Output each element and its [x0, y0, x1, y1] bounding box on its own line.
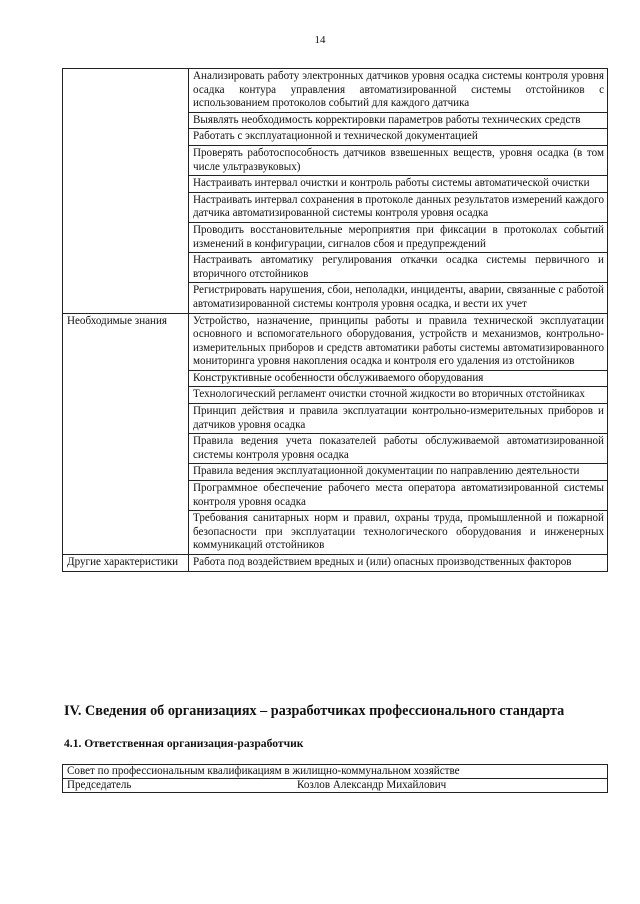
skill-text: Проверять работоспособность датчиков взвешенных веществ, уровня осадка (в том числе ультразвуковых) [189, 145, 608, 175]
skill-text: Настраивать автоматику регулирования откачки осадка системы первичного и вторичного отстойников [189, 253, 608, 283]
skill-label [63, 69, 189, 314]
knowledge-text: Правила ведения учета показателей работы обслуживаемой автоматизированной системы контроля уровня осадка [189, 434, 608, 464]
skill-text: Проводить восстановительные мероприятия при фиксации в протоколах событий изменений в конфигурации, сигналов сбоя и предупреждений [189, 222, 608, 252]
section-heading: IV. Сведения об организациях – разработчиках профессионального стандарта [64, 703, 565, 719]
knowledge-row [63, 313, 608, 370]
organization-name: Совет по профессиональным квалификациям в жилищно-коммунальном хозяйстве [63, 765, 608, 779]
head-role: Председатель [67, 779, 132, 791]
subsection-heading: 4.1. Ответственная организация-разработчик [64, 737, 304, 750]
knowledge-text: Правила ведения эксплуатационной документации по направлению деятельности [189, 464, 608, 481]
competency-table [62, 68, 608, 572]
skill-text: Настраивать интервал очистки и контроль работы системы автоматической очистки [189, 176, 608, 193]
knowledge-text: Требования санитарных норм и правил, охраны труда, промышленной и пожарной безопасности при эксплуатации технологического оборудования и инженерных коммуникаций отстойников [189, 511, 608, 555]
knowledge-text: Принцип действия и правила эксплуатации контрольно-измерительных приборов и датчиков уровня осадка [189, 404, 608, 434]
skill-text: Настраивать интервал сохранения в протоколе данных результатов измерений каждого датчика автоматизированной системы контроля уровня осадка [189, 192, 608, 222]
knowledge-text: Устройство, назначение, принципы работы и правила технической эксплуатации основного и вспомогательного оборудования, устройств и механизмов, контрольно-измерительных приборов и средств автоматики работы системы автоматизированного мониторинга уровня накопления осадка и контроля его удаления из отстойников [189, 313, 608, 370]
knowledge-text: Технологический регламент очистки сточной жидкости во вторичных отстойниках [189, 387, 608, 404]
knowledge-text: Конструктивные особенности обслуживаемого оборудования [189, 370, 608, 387]
head-name: Козлов Александр Михайлович [297, 779, 447, 791]
organization-head-cell [63, 779, 608, 793]
other-text: Работа под воздействием вредных и (или) опасных производственных факторов [189, 555, 608, 572]
other-row [63, 555, 608, 572]
skill-text: Анализировать работу электронных датчиков уровня осадка системы контроля уровня осадка контура управления автоматизированной системы отстойников с использованием протоколов событий для каждого датчика [189, 69, 608, 113]
organization-head-row [63, 779, 608, 793]
knowledge-label: Необходимые знания [63, 313, 189, 555]
skill-text: Выявлять необходимость корректировки параметров работы технических средств [189, 112, 608, 129]
skill-text: Работать с эксплуатационной и технической документацией [189, 129, 608, 146]
skill-row [63, 69, 608, 113]
knowledge-text: Программное обеспечение рабочего места оператора автоматизированной системы контроля уровня осадка [189, 481, 608, 511]
organization-table [62, 764, 608, 793]
other-label: Другие характеристики [63, 555, 189, 572]
page-number: 14 [314, 34, 326, 46]
competency-table-body [63, 69, 608, 572]
skill-text: Регистрировать нарушения, сбои, неполадки, инциденты, аварии, связанные с работой автоматизированной системы контроля уровня осадка, и вести их учет [189, 283, 608, 313]
organization-name-row [63, 765, 608, 779]
